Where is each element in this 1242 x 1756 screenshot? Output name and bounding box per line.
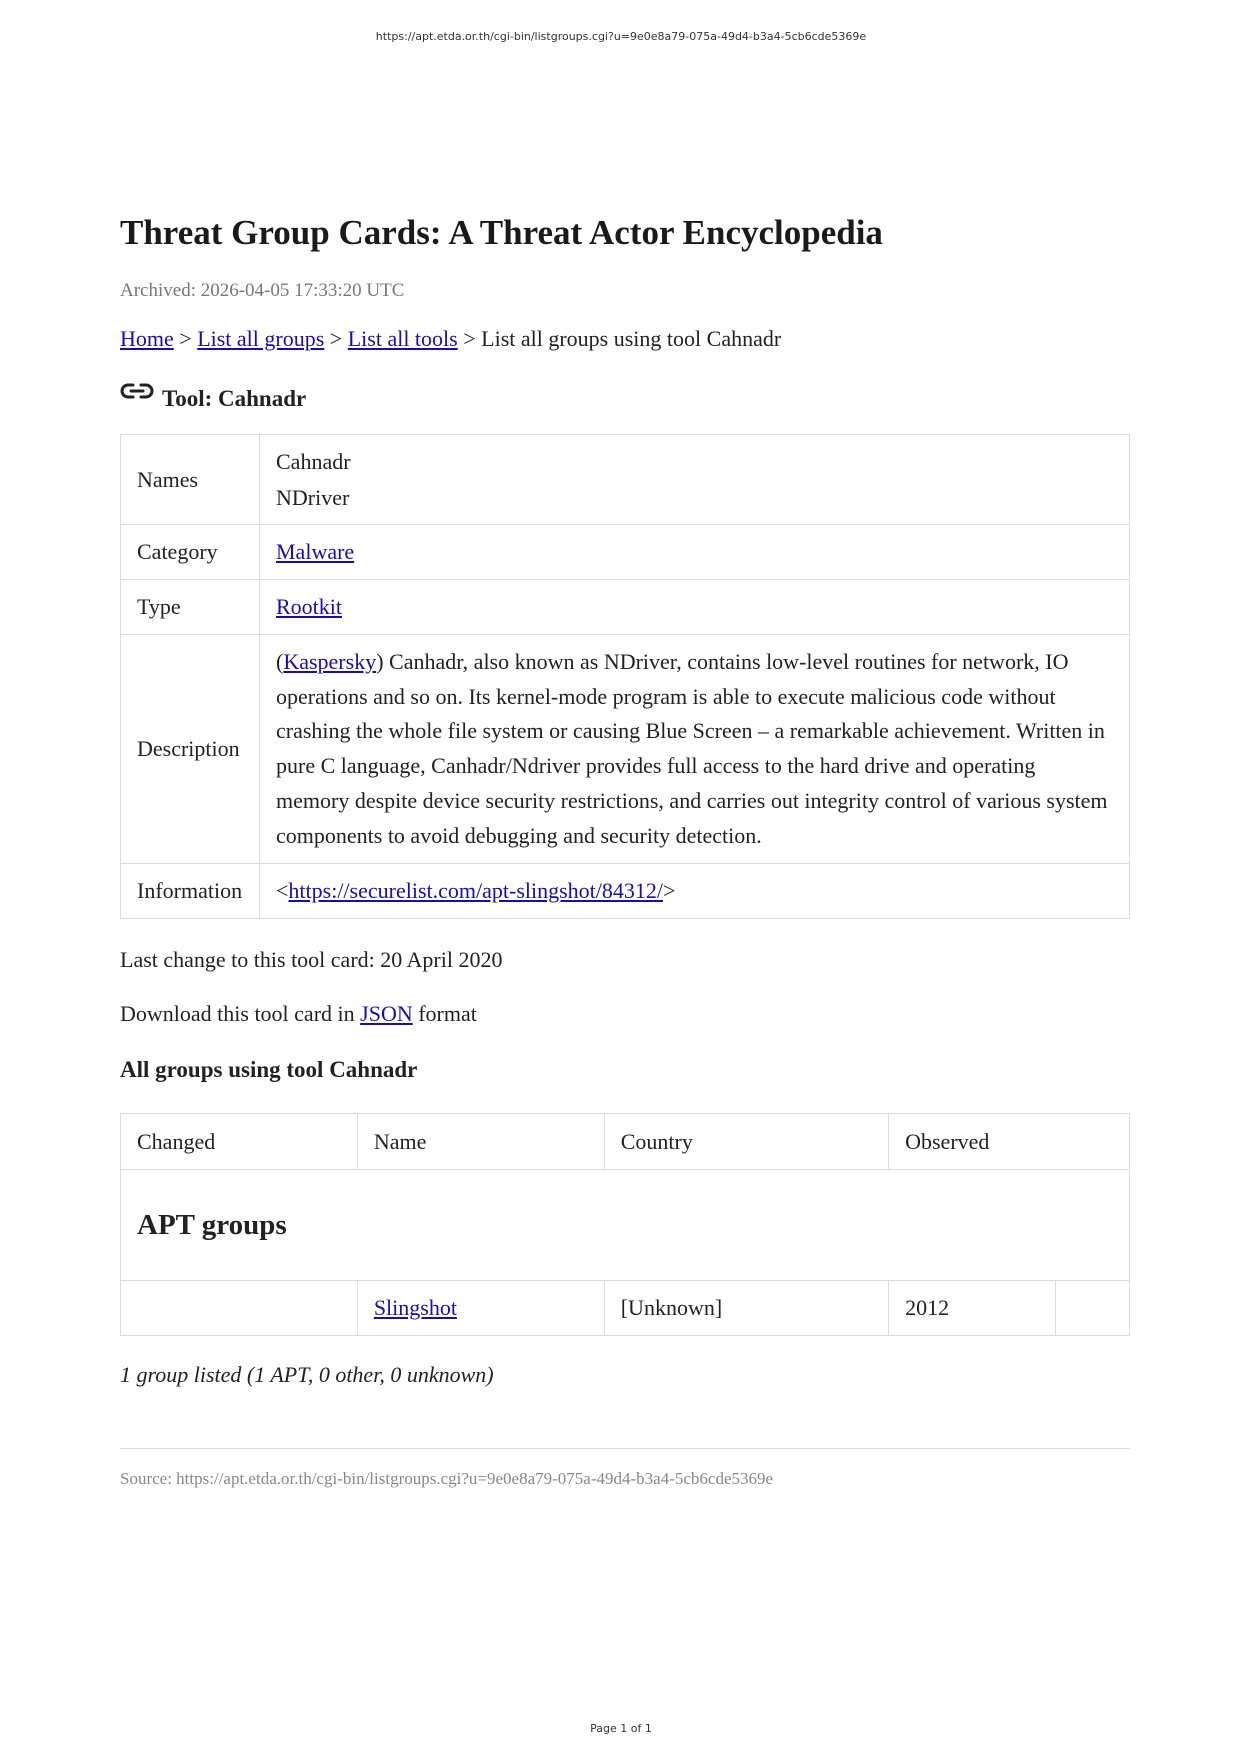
group-extra-cell [1056, 1281, 1130, 1336]
table-row [121, 1281, 1130, 1336]
column-header-name: Name [357, 1114, 604, 1170]
group-country-cell: [Unknown] [604, 1281, 888, 1336]
column-header-country: Country [604, 1114, 888, 1170]
breadcrumb-all-tools-link[interactable]: List all tools [347, 326, 458, 351]
breadcrumb-home-link[interactable]: Home [120, 326, 174, 351]
type-row [121, 580, 1130, 635]
information-label: Information [121, 864, 260, 919]
description-value [260, 635, 1130, 864]
page-content [120, 212, 1130, 1489]
download-suffix: format [418, 1001, 477, 1026]
download-line [120, 1001, 1130, 1027]
column-header-observed: Observed [889, 1114, 1130, 1170]
page-number: Page 1 of 1 [590, 1722, 652, 1735]
category-link[interactable]: Malware [276, 539, 355, 565]
description-text: ) Canhadr, also known as NDriver, contains low-level routines for network, IO operations and so on. Its kernel-mode program is able to execute malicious code without crashing the whole file system or causing Blue Screen – a remarkable achievement. Written in pure C language, Canhadr/Ndriver provides full access to the hard drive and operating memory despite device security restrictions, and carries out integrity control of various system components to avoid debugging and security detection. [276, 648, 1108, 848]
download-prefix: Download this tool card in [120, 1001, 355, 1026]
type-link[interactable]: Rootkit [276, 594, 343, 620]
group-changed-cell [121, 1281, 358, 1336]
breadcrumb-current: List all groups using tool Cahnadr [481, 326, 782, 351]
groups-table-header [121, 1114, 1130, 1170]
group-count-summary: 1 group listed (1 APT, 0 other, 0 unknown) [120, 1362, 494, 1387]
category-row [121, 525, 1130, 580]
source-url: Source: https://apt.etda.or.th/cgi-bin/listgroups.cgi?u=9e0e8a79-075a-49d4-b3a4-5cb6cde5369e [120, 1469, 774, 1488]
print-header-url: https://apt.etda.or.th/cgi-bin/listgroups.cgi?u=9e0e8a79-075a-49d4-b3a4-5cb6cde5369e [375, 30, 867, 43]
info-open-bracket: < [276, 878, 289, 904]
description-row [121, 635, 1130, 864]
archived-timestamp: Archived: 2026-04-05 17:33:20 UTC [120, 280, 405, 301]
information-value [260, 864, 1130, 919]
names-value [260, 435, 1130, 525]
type-label: Type [121, 580, 260, 635]
last-change-text: Last change to this tool card: 20 April 2020 [120, 947, 503, 972]
tool-heading-text: Tool: Cahnadr [162, 386, 307, 411]
slingshot-group-link[interactable]: Slingshot [373, 1295, 457, 1321]
apt-groups-section-title: APT groups [121, 1170, 1130, 1281]
group-name-cell [357, 1281, 604, 1336]
page-title: Threat Group Cards: A Threat Actor Encyclopedia [120, 213, 883, 252]
breadcrumb-separator: > [463, 326, 476, 351]
breadcrumb [120, 326, 1130, 352]
tool-name: Cahnadr [276, 449, 351, 475]
link-icon [120, 381, 154, 401]
json-download-link[interactable]: JSON [360, 1001, 413, 1026]
kaspersky-source-link[interactable]: Kaspersky [283, 648, 377, 674]
apt-groups-section-row [121, 1170, 1130, 1281]
info-close-bracket: > [663, 878, 676, 904]
description-label: Description [121, 635, 260, 864]
securelist-link[interactable]: https://securelist.com/apt-slingshot/84312/ [288, 878, 664, 904]
group-observed-cell: 2012 [889, 1281, 1056, 1336]
breadcrumb-separator: > [329, 326, 343, 351]
footer-divider [120, 1448, 1130, 1449]
breadcrumb-separator: > [179, 326, 192, 351]
tool-heading [120, 386, 1130, 412]
names-row [121, 435, 1130, 525]
information-row [121, 864, 1130, 919]
column-header-changed: Changed [121, 1114, 358, 1170]
breadcrumb-all-groups-link[interactable]: List all groups [197, 326, 325, 351]
names-label: Names [121, 435, 260, 525]
category-label: Category [121, 525, 260, 580]
groups-heading: All groups using tool Cahnadr [120, 1057, 418, 1082]
groups-table [120, 1113, 1130, 1336]
tool-info-table [120, 434, 1130, 919]
description-open-paren: ( [276, 648, 284, 674]
tool-name: NDriver [276, 484, 350, 510]
